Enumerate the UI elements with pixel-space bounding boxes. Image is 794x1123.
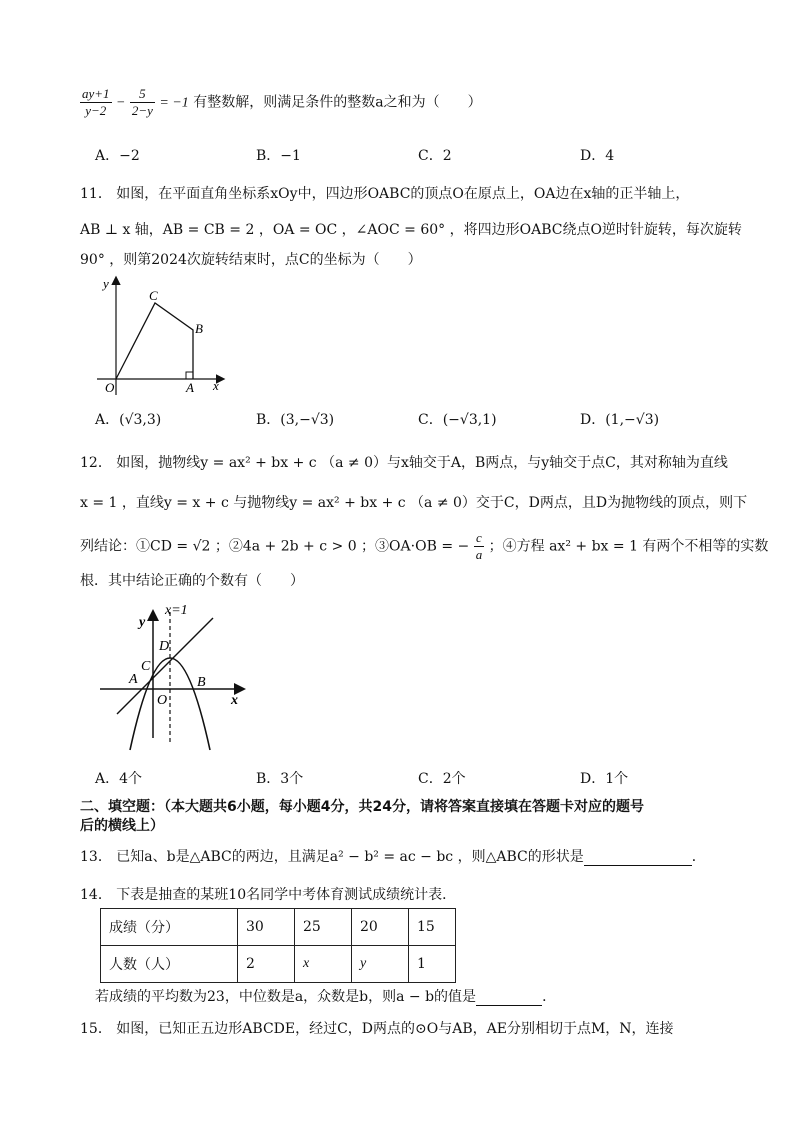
q10-frac2-numerator: 5 <box>130 86 155 103</box>
q15-text: 如图，已知正五边形ABCDE，经过C，D两点的⊙O与AB，AE分别相切于点M，N，连接 <box>116 1021 674 1037</box>
table-cell: y <box>352 946 409 983</box>
q10-option-d[interactable]: D．4 <box>580 148 615 164</box>
table-cell: 30 <box>238 909 295 946</box>
section-2-heading-line-2: 后的横线上） <box>80 818 164 834</box>
q12-fraction <box>474 530 485 563</box>
q12-text-3-pre: 列结论：①CD = √2 ；②4a + 2b + c > 0 ；③OA·OB = − <box>80 538 470 555</box>
q12-label-a: A <box>129 672 138 687</box>
q10-frac1-numerator: ay+1 <box>82 86 110 101</box>
q12-text-1: 如图，抛物线y = ax² + bx + c （a ≠ 0）与x轴交于A，B两点，与y轴交于点C，其对称轴为直线 <box>116 455 728 471</box>
q14-line <box>80 884 456 904</box>
q11-figure <box>95 272 235 397</box>
q10-frac1-denominator: y−2 <box>85 103 107 118</box>
table-row <box>101 946 456 983</box>
table-cell-header-count: 人数（人） <box>101 946 238 983</box>
q14-score-table <box>100 908 456 983</box>
q13-end: ． <box>691 849 706 865</box>
q12-figure <box>95 598 255 758</box>
q11-option-d[interactable]: D．(1,−√3) <box>580 412 660 428</box>
q12-frac-numerator: c <box>474 530 485 547</box>
q12-line-2: x = 1 ，直线y = x + c 与抛物线y = ax² + bx + c （a ≠ 0）交于C，D两点，且D为抛物线的顶点，则下 <box>80 495 748 511</box>
q14-followup-text: 若成绩的平均数为23，中位数是a，众数是b，则a − b的值是 <box>95 989 477 1005</box>
q10-equals: = −1 <box>159 95 189 111</box>
q10-question-text: 有整数解，则满足条件的整数a之和为（ ） <box>193 94 482 111</box>
q14-end: ． <box>542 989 557 1005</box>
table-cell: 2 <box>238 946 295 983</box>
q12-label-d: D <box>159 639 170 654</box>
q13-text: 已知a、b是△ABC的两边，且满足a² − b² = ac − bc ，则△ABC的形状是 <box>116 849 584 865</box>
q12-label-y: y <box>139 615 146 630</box>
table-cell: 20 <box>352 909 409 946</box>
q14-number: 14． <box>80 887 112 903</box>
q12-option-d[interactable]: D．1个 <box>580 771 629 787</box>
q12-frac-denominator: a <box>475 547 483 562</box>
q11-text-1: 如图，在平面直角坐标系xOy中，四边形OABC的顶点O在原点上，OA边在x轴的正半轴上， <box>116 186 690 202</box>
q10-condition-line <box>80 86 482 119</box>
q12-option-a[interactable]: A．4个 <box>95 771 143 787</box>
table-cell: 15 <box>409 909 456 946</box>
q10-option-b[interactable]: B．−1 <box>256 148 301 164</box>
q13-answer-blank[interactable] <box>584 851 692 866</box>
q14-answer-blank[interactable] <box>476 991 542 1006</box>
q11-option-a[interactable]: A．(√3,3) <box>95 412 162 428</box>
q12-text-3-post: ；④方程 ax² + bx = 1 有两个不相等的实数 <box>488 538 769 555</box>
q12-number: 12． <box>80 455 112 471</box>
q11-right-angle-mark <box>186 372 193 379</box>
q12-label-x: x <box>231 693 238 708</box>
q11-line-1 <box>80 183 689 203</box>
q10-minus: − <box>116 95 126 111</box>
q13-line <box>80 846 706 866</box>
q12-label-axis: x=1 <box>165 603 188 618</box>
q11-label-x: x <box>213 378 219 393</box>
q15-line <box>80 1018 674 1038</box>
q11-label-b: B <box>195 321 203 336</box>
table-cell-header-score: 成绩（分） <box>101 909 238 946</box>
section-2-heading-line-1: 二、填空题：（本大题共6小题，每小题4分，共24分，请将答案直接填在答题卡对应的题号 <box>80 799 644 815</box>
q10-option-c[interactable]: C．2 <box>418 148 452 164</box>
q12-label-b: B <box>197 675 206 690</box>
q12-option-b[interactable]: B．3个 <box>256 771 304 787</box>
q11-label-a: A <box>186 380 194 395</box>
q11-option-c[interactable]: C．(−√3,1) <box>418 412 497 428</box>
q15-number: 15． <box>80 1021 112 1037</box>
q11-label-c: C <box>149 288 158 303</box>
q11-quadrilateral <box>116 303 193 379</box>
q12-option-c[interactable]: C．2个 <box>418 771 466 787</box>
q12-label-c: C <box>141 659 151 674</box>
q12-line-3 <box>80 530 768 563</box>
q10-option-a[interactable]: A．−2 <box>95 148 140 164</box>
q10-fraction-1 <box>80 86 112 119</box>
q12-line-4: 根．其中结论正确的个数有（ ） <box>80 573 304 589</box>
q14-followup-line <box>95 986 556 1006</box>
table-cell: 25 <box>295 909 352 946</box>
q10-fraction-2 <box>130 86 155 119</box>
q13-number: 13． <box>80 849 112 865</box>
table-cell: x <box>295 946 352 983</box>
q11-option-b[interactable]: B．(3,−√3) <box>256 412 335 428</box>
table-cell: 1 <box>409 946 456 983</box>
q11-label-y: y <box>103 276 109 291</box>
q11-line-3: 90° ，则第2024次旋转结束时，点C的坐标为（ ） <box>80 252 422 268</box>
q12-line-1 <box>80 452 728 472</box>
q12-label-o: O <box>157 693 168 708</box>
q14-text: 下表是抽查的某班10名同学中考体育测试成绩统计表． <box>116 887 457 903</box>
q10-frac2-denominator: 2−y <box>131 103 153 118</box>
table-row <box>101 909 456 946</box>
q11-number: 11． <box>80 186 112 202</box>
q11-label-o: O <box>105 380 115 395</box>
q11-line-2: AB ⊥ x 轴，AB = CB = 2 ，OA = OC ，∠AOC = 60° ，将四边形OABC绕点O逆时针旋转，每次旋转 <box>80 222 742 238</box>
